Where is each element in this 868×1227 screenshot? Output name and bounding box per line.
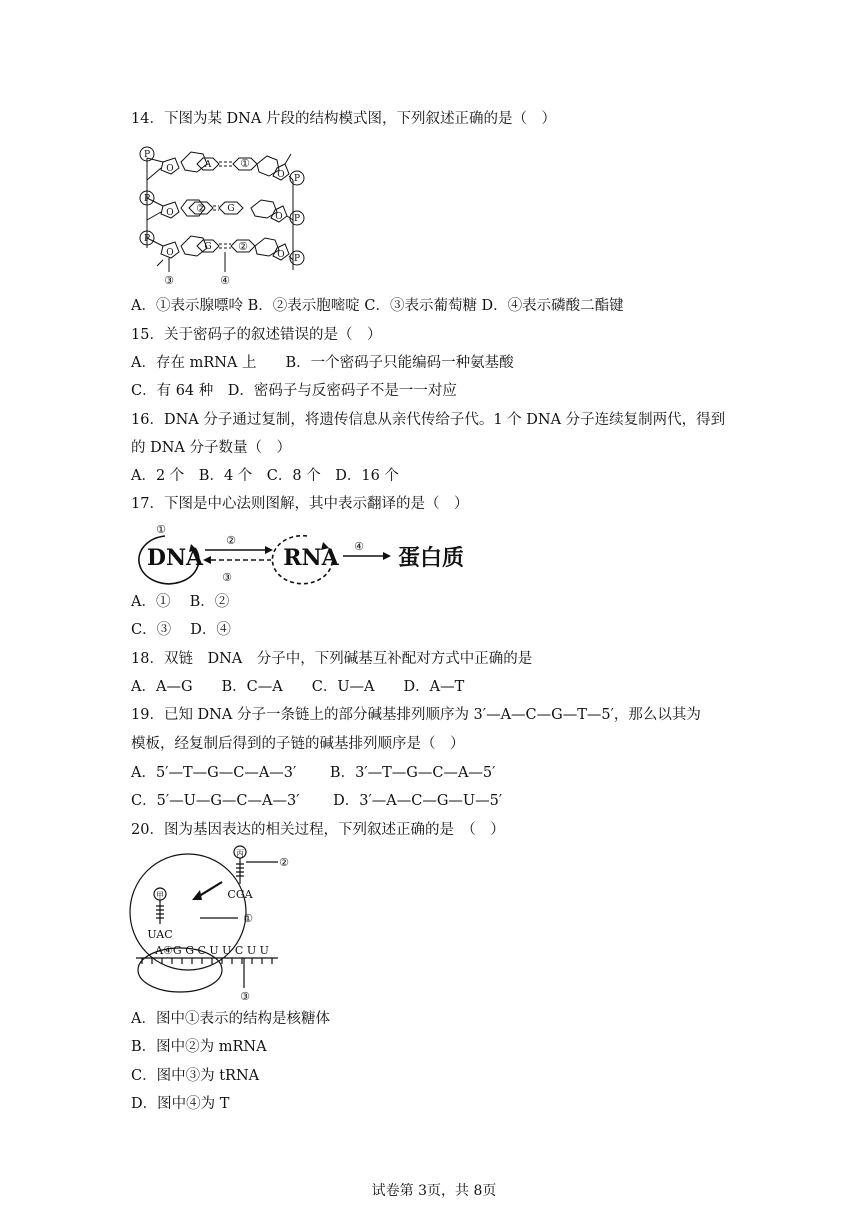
label-2: ② [196,202,206,215]
amino-acid-label: 甲 [156,891,164,900]
label-1: ① [156,523,166,536]
q18-options: A．A—G B．C—A C．U—A D．A—T [131,679,465,695]
anticodon-label: UAC [147,928,173,941]
base-a-label: A [204,160,212,170]
q19-options-2: C．5′—U—G—C—A—3′ D．3′—A—C—G—U—5′ [131,793,503,809]
q17-stem: 17．下图是中心法则图解，其中表示翻译的是（ ） [131,496,469,512]
label-1: ① [243,912,253,925]
dna-label: DNA [146,545,204,571]
protein-label: 蛋白质 [397,545,465,571]
phosphate-label: P [293,214,301,224]
q20-option-a: A．图中①表示的结构是核糖体 [131,1011,330,1027]
oxygen-label: O [277,170,285,180]
q20-option-b: B．图中②为 mRNA [131,1039,267,1055]
amino-acid-label: 丙 [236,849,244,858]
q20-stem: 20．图为基因表达的相关过程，下列叙述正确的是 （ ） [131,822,505,838]
q18-stem: 18．双链 DNA 分子中，下列碱基互补配对方式中正确的是 [131,651,533,667]
q19-stem-1: 19．已知 DNA 分子一条链上的部分碱基排列顺序为 3′—A—C—G—T—5′，那么以其为 [131,707,701,723]
q16-stem-1: 16．DNA 分子通过复制，将遗传信息从亲代传给子代。1 个 DNA 分子连续复制两代，得到 [131,412,726,428]
q15-options-1: A．存在 mRNA 上 B．一个密码子只能编码一种氨基酸 [131,355,514,371]
q19-stem-2: 模板，经复制后得到的子链的碱基排列顺序是（ ） [131,736,465,752]
q14-dna-structure-figure [133,140,313,294]
oxygen-label: O [277,250,285,260]
label-4: ④ [220,274,230,287]
q15-options-2: C．有 64 种 D．密码子与反密码子不是一一对应 [131,383,457,399]
label-4: ④ [354,540,364,553]
label-2: ② [226,534,236,547]
q14-options: A．①表示腺嘌呤 B．②表示胞嘧啶 C．③表示葡萄糖 D．④表示磷酸二酯键 [131,298,624,314]
label-3: ③ [164,274,174,287]
oxygen-label: O [275,212,283,222]
mrna-sequence-label: A④G G C U U C U U [155,944,269,957]
label-2: ② [279,856,289,869]
q16-stem-2: 的 DNA 分子数量（ ） [131,440,292,456]
q20-option-d: D．图中④为 T [131,1096,230,1112]
phosphate-label: P [293,174,301,184]
q20-option-c: C．图中③为 tRNA [131,1068,260,1084]
rna-label: RNA [283,545,339,571]
q14-stem: 14．下图为某 DNA 片段的结构模式图，下列叙述正确的是（ ） [131,111,556,127]
page-footer: 试卷第 3页，共 8页 [371,1183,497,1199]
phosphate-label: P [143,234,151,244]
label-1: ① [240,157,250,170]
oxygen-label: O [166,208,174,218]
q17-options-1: A．① B．② [131,594,230,610]
oxygen-label: O [166,164,174,174]
label-3: ③ [240,990,250,1003]
phosphate-label: P [143,194,151,204]
phosphate-label: P [143,150,151,160]
base-g-label: G [204,242,212,252]
q17-options-2: C．③ D．④ [131,622,231,638]
label-3: ③ [222,571,232,584]
q19-options-1: A．5′—T—G—C—A—3′ B．3′—T—G—C—A—5′ [131,765,496,781]
phosphate-label: P [293,254,301,264]
q15-stem: 15．关于密码子的叙述错误的是（ ） [131,327,382,343]
q16-options: A．2 个 B．4 个 C．8 个 D．16 个 [131,468,399,484]
label-2: ② [238,240,248,253]
codon-label: CGA [227,888,253,901]
q17-central-dogma-figure [131,522,476,592]
oxygen-label: O [166,248,174,258]
base-g-label: G [227,204,235,214]
q20-gene-expression-figure [128,842,298,1008]
